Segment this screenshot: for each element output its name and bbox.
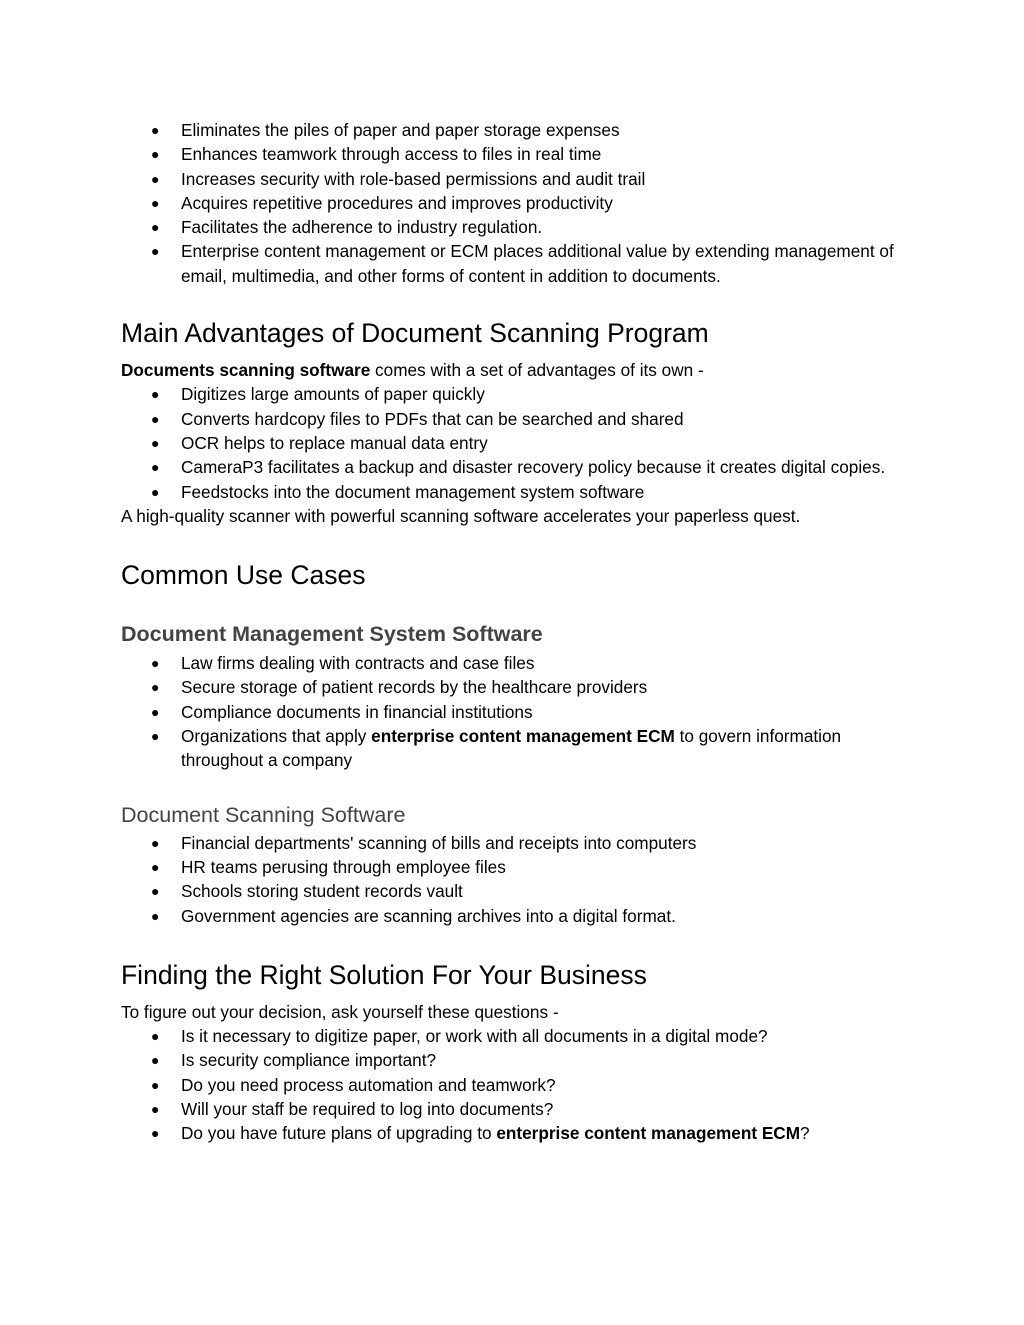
bullet-icon: ● (151, 907, 160, 924)
document-page (121, 118, 911, 1146)
list-item: ● OCR helps to replace manual data entry (121, 431, 911, 455)
list-item: ● Enhances teamwork through access to files in real time (121, 142, 911, 166)
bullet-icon: ● (151, 219, 160, 236)
list-item: ● Do you have future plans of upgrading to enterprise content management ECM? (121, 1121, 911, 1145)
bullet-icon: ● (151, 679, 160, 696)
list-item: ● CameraP3 facilitates a backup and disaster recovery policy because it creates digital copies. (121, 455, 911, 479)
intro-benefits-list (121, 118, 911, 288)
dss-list (121, 831, 911, 928)
bullet-icon: ● (151, 1076, 160, 1093)
list-item: ● Do you need process automation and teamwork? (121, 1073, 911, 1097)
bullet-icon: ● (151, 834, 160, 851)
list-item: ● Digitizes large amounts of paper quickly (121, 382, 911, 406)
bullet-icon: ● (151, 410, 160, 427)
list-item: ● Law firms dealing with contracts and case files (121, 651, 911, 675)
advantages-intro-bold: Documents scanning software (121, 360, 371, 381)
list-item: ● Converts hardcopy files to PDFs that can be searched and shared (121, 407, 911, 431)
list-item: ● Eliminates the piles of paper and paper storage expenses (121, 118, 911, 142)
list-item: ● Is security compliance important? (121, 1048, 911, 1072)
list-item: ● Government agencies are scanning archives into a digital format. (121, 904, 911, 928)
advantages-heading: Main Advantages of Document Scanning Program (121, 318, 709, 349)
list-item: ● Increases security with role-based permissions and audit trail (121, 167, 911, 191)
bullet-icon: ● (151, 703, 160, 720)
bullet-icon: ● (151, 194, 160, 211)
bullet-icon: ● (151, 1052, 160, 1069)
list-item: ● Schools storing student records vault (121, 879, 911, 903)
bullet-icon: ● (151, 170, 160, 187)
solution-questions-list (121, 1024, 911, 1145)
bullet-icon: ● (151, 243, 160, 260)
list-item: ● Will your staff be required to log into documents? (121, 1097, 911, 1121)
bullet-icon: ● (151, 483, 160, 500)
bullet-icon: ● (151, 386, 160, 403)
dss-heading: Document Scanning Software (121, 802, 406, 827)
dms-heading: Document Management System Software (121, 622, 543, 647)
advantages-list (121, 382, 911, 503)
bullet-icon: ● (151, 459, 160, 476)
bullet-icon: ● (151, 858, 160, 875)
use-cases-heading: Common Use Cases (121, 560, 366, 591)
list-item: ● Facilitates the adherence to industry regulation. (121, 215, 911, 239)
solution-intro: To figure out your decision, ask yourself these questions - (121, 1001, 559, 1022)
advantages-intro: Documents scanning software comes with a set of advantages of its own - (121, 360, 704, 381)
bullet-icon: ● (151, 434, 160, 451)
bullet-icon: ● (151, 883, 160, 900)
bullet-icon: ● (151, 146, 160, 163)
list-item: ● Acquires repetitive procedures and improves productivity (121, 191, 911, 215)
list-item: ● Secure storage of patient records by the healthcare providers (121, 675, 911, 699)
list-item: ● Financial departments' scanning of bills and receipts into computers (121, 831, 911, 855)
dms-list (121, 651, 911, 772)
bullet-icon: ● (151, 655, 160, 672)
list-item: ● Organizations that apply enterprise content management ECM to govern information throughout a company (151, 726, 842, 771)
list-item: ● Is it necessary to digitize paper, or work with all documents in a digital mode? (121, 1024, 911, 1048)
bullet-icon: ● (151, 728, 160, 745)
solution-heading: Finding the Right Solution For Your Business (121, 959, 647, 990)
list-item: ● Enterprise content management or ECM places additional value by extending management of email, multimedia, and other forms of content in addition to documents. (151, 241, 894, 286)
bullet-icon: ● (151, 1028, 160, 1045)
list-item: ● Compliance documents in financial institutions (121, 700, 911, 724)
list-item: ● Feedstocks into the document management system software (121, 480, 911, 504)
bullet-icon: ● (151, 1101, 160, 1118)
list-item: ● HR teams perusing through employee files (121, 855, 911, 879)
advantages-closing: A high-quality scanner with powerful scanning software accelerates your paperless quest. (121, 505, 801, 526)
bullet-icon: ● (151, 1125, 160, 1142)
bullet-icon: ● (151, 122, 160, 138)
